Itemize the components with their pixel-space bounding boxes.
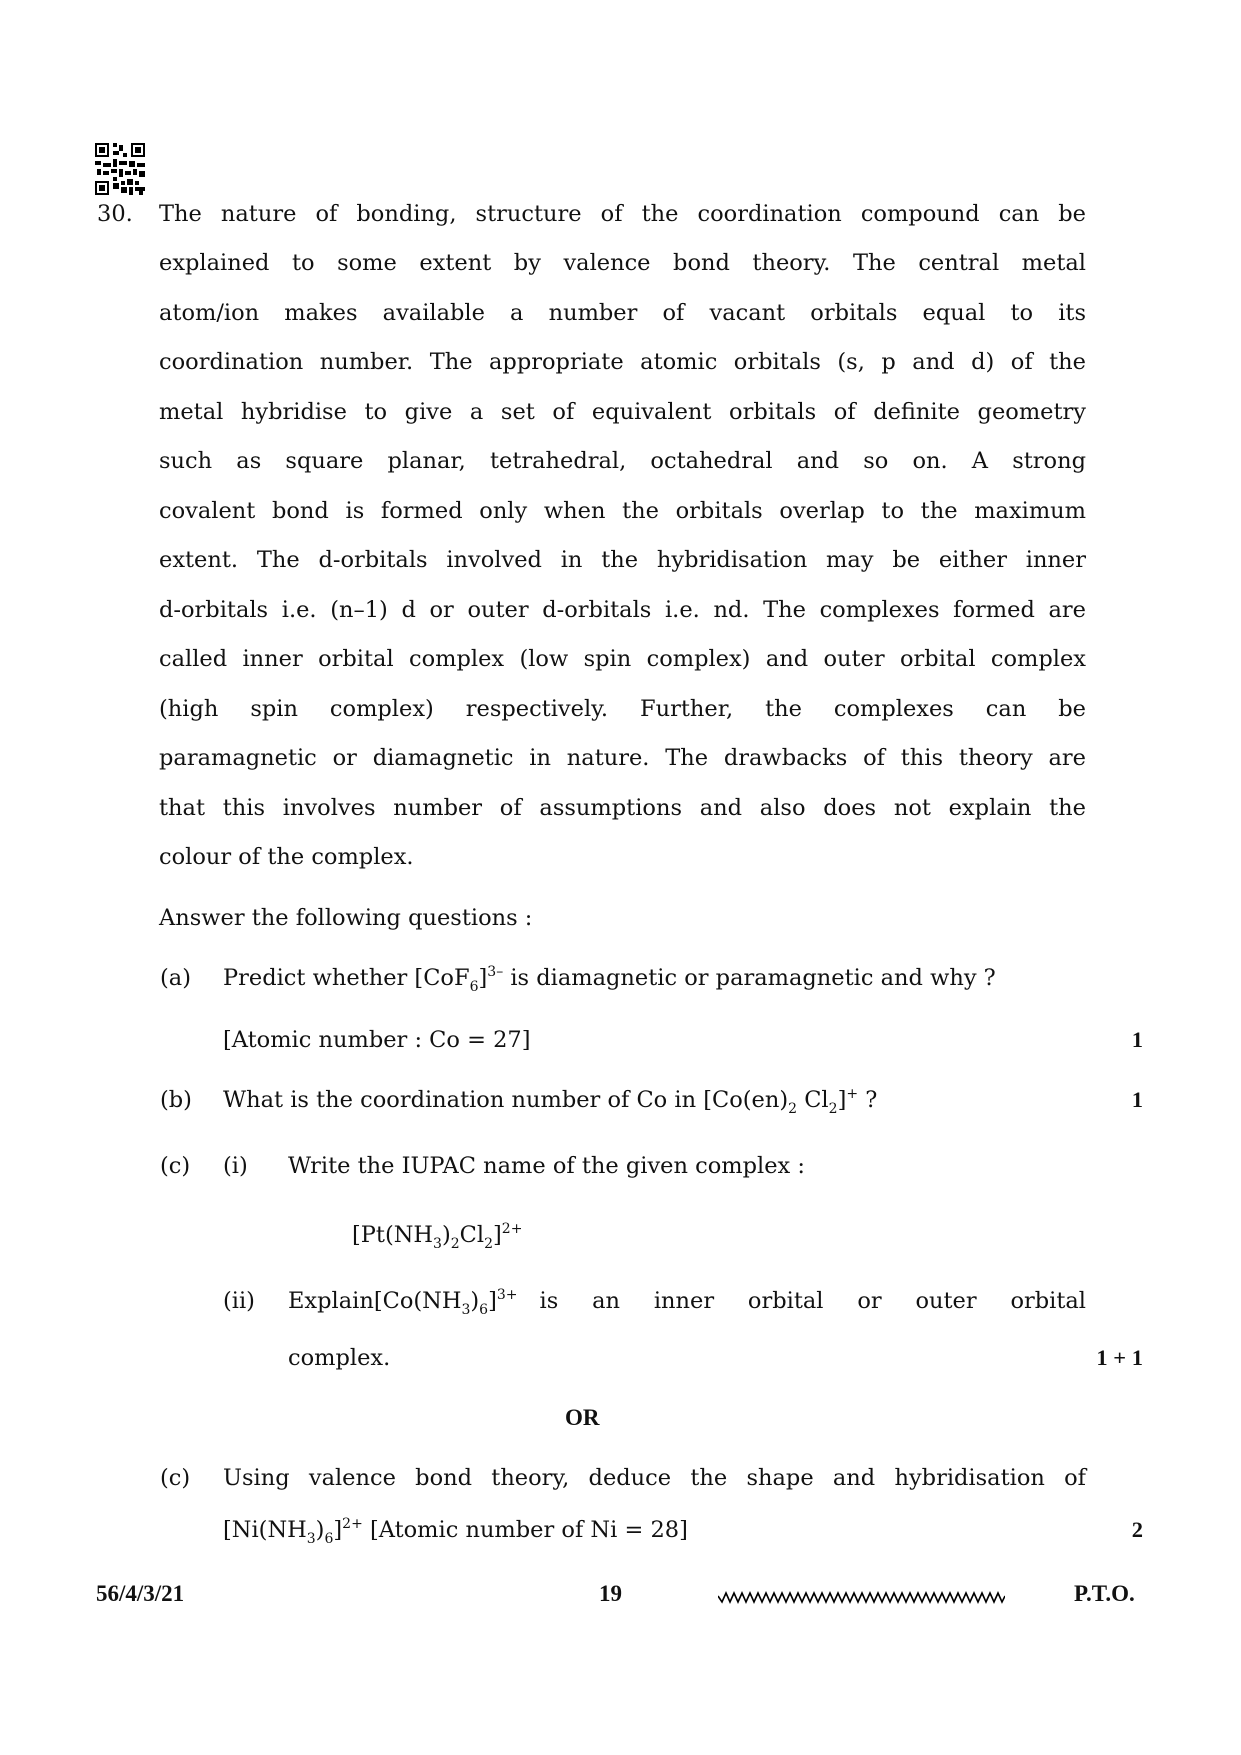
passage-line: (high spin complex) respectively. Further, the complexes can be <box>159 696 1086 722</box>
part-label: (a) <box>160 965 191 991</box>
chemical-formula <box>373 1287 518 1318</box>
passage-line: called inner orbital complex (low spin complex) and outer orbital complex <box>159 646 1086 672</box>
superscript: 3+ <box>496 1287 518 1303</box>
text: Cl <box>797 1087 829 1113</box>
text: What is the coordination number of Co in [Co(en) <box>223 1087 789 1113</box>
passage-line: such as square planar, tetrahedral, octahedral and so on. A strong <box>159 448 1086 474</box>
paper-code: 56/4/3/21 <box>96 1581 185 1606</box>
text: ) <box>470 1288 480 1314</box>
text: is an inner orbital or outer orbital <box>539 1288 1086 1314</box>
subscript: 3 <box>461 1302 471 1318</box>
subscript: 2 <box>828 1101 838 1117</box>
zigzag-decoration-icon <box>718 1590 1005 1604</box>
passage-line: The nature of bonding, structure of the coordination compound can be <box>159 201 1086 227</box>
subscript: 6 <box>479 1302 489 1318</box>
text: [Atomic number of Ni = 28] <box>362 1517 688 1543</box>
subscript: 6 <box>324 1531 334 1547</box>
page-number: 19 <box>599 1581 622 1606</box>
please-turn-over: P.T.O. <box>1074 1581 1135 1606</box>
text: [Ni(NH <box>223 1517 307 1543</box>
text: ) <box>315 1517 325 1543</box>
marks: 1 <box>1131 1087 1143 1112</box>
or-separator: OR <box>565 1405 600 1430</box>
passage-line: explained to some extent by valence bond theory. The central metal <box>159 250 1086 276</box>
chemical-formula <box>352 1221 523 1252</box>
marks: 2 <box>1131 1517 1143 1542</box>
instruction-text: Answer the following questions : <box>159 905 533 931</box>
text: [Co(NH <box>373 1288 462 1314</box>
passage-line: covalent bond is formed only when the orbitals overlap to the maximum <box>159 498 1086 524</box>
text: ] <box>478 965 488 991</box>
superscript: 2+ <box>501 1221 523 1237</box>
text: ] <box>488 1288 497 1314</box>
qr-code-icon <box>95 143 145 195</box>
subscript: 3 <box>433 1236 442 1252</box>
text: is diamagnetic or paramagnetic and why ? <box>503 965 996 991</box>
subscript: 6 <box>469 979 479 995</box>
passage-line: paramagnetic or diamagnetic in nature. The drawbacks of this theory are <box>159 745 1086 771</box>
text: Explain <box>288 1288 374 1314</box>
passage-line: coordination number. The appropriate atomic orbitals (s, p and d) of the <box>159 349 1086 375</box>
superscript: 2+ <box>342 1516 363 1532</box>
part-a-atomic-number: [Atomic number : Co = 27] <box>223 1027 531 1053</box>
superscript: 3– <box>487 964 504 980</box>
passage-line: atom/ion makes available a number of vacant orbitals equal to its <box>159 300 1086 326</box>
text: ] <box>333 1517 343 1543</box>
passage-line: d-orbitals i.e. (n–1) d or outer d-orbitals i.e. nd. The complexes formed are <box>159 597 1086 623</box>
text: ] <box>493 1222 502 1248</box>
subscript: 2 <box>484 1236 494 1252</box>
passage-line: extent. The d-orbitals involved in the hybridisation may be either inner <box>159 547 1086 573</box>
part-a-question <box>223 964 996 995</box>
part-c-i-question: Write the IUPAC name of the given complex : <box>288 1153 805 1179</box>
subscript: 2 <box>450 1236 460 1252</box>
marks: 1 <box>1131 1027 1143 1052</box>
subpart-label: (ii) <box>223 1288 255 1314</box>
subpart-label: (i) <box>223 1153 248 1179</box>
text: Cl <box>459 1222 485 1248</box>
question-number: 30. <box>97 201 133 227</box>
superscript: + <box>846 1086 859 1102</box>
text: [Pt(NH <box>352 1222 434 1248</box>
passage-line: that this involves number of assumptions and also does not explain the <box>159 795 1086 821</box>
part-c-ii-continuation: complex. <box>288 1345 391 1371</box>
subscript: 2 <box>788 1101 798 1117</box>
part-label: (c) <box>160 1153 191 1179</box>
part-b-question <box>223 1086 878 1117</box>
subscript: 3 <box>306 1531 316 1547</box>
passage-line: metal hybridise to give a set of equivalent orbitals of definite geometry <box>159 399 1086 425</box>
text: ] <box>837 1087 847 1113</box>
text: Predict whether [CoF <box>223 965 470 991</box>
part-label: (c) <box>160 1465 191 1491</box>
text: ? <box>858 1087 878 1113</box>
part-c-alt-formula <box>223 1516 688 1547</box>
part-label: (b) <box>160 1087 192 1113</box>
marks: 1 + 1 <box>1096 1345 1143 1370</box>
text: ) <box>441 1222 451 1248</box>
passage-line: colour of the complex. <box>159 844 414 870</box>
part-c-ii-question <box>288 1287 1086 1318</box>
part-c-alt-question: Using valence bond theory, deduce the shape and hybridisation of <box>223 1465 1086 1491</box>
